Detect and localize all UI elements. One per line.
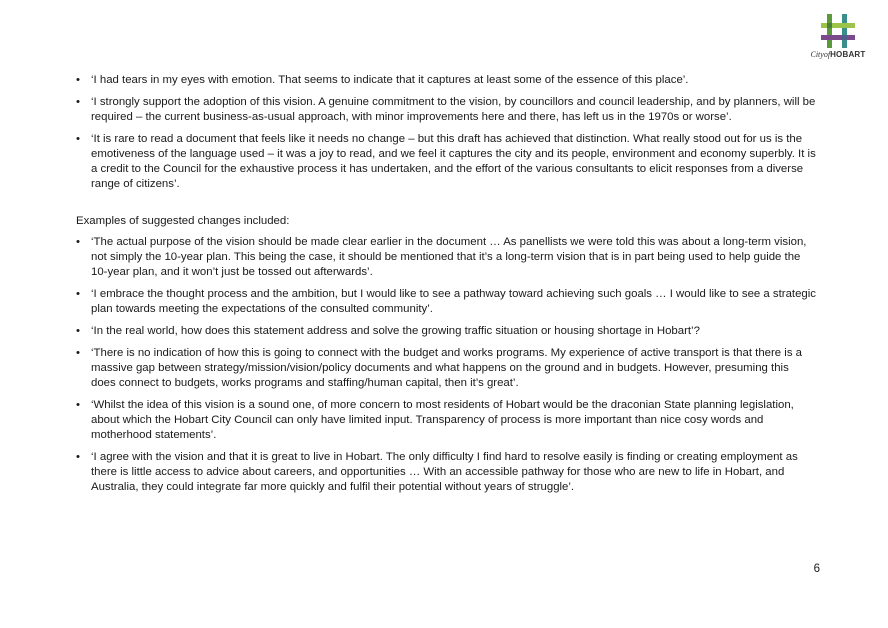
bullet-icon: • [76, 96, 80, 108]
quotes-list-changes [76, 235, 816, 495]
quote-text: ‘I had tears in my eyes with emotion. That seems to indicate that it captures at least some of the essence of this place’. [91, 74, 689, 86]
city-of-hobart-logo [803, 14, 873, 64]
bullet-icon: • [76, 133, 80, 145]
logo-wordmark: CityofHOBART [810, 50, 866, 59]
quote-text: ‘It is rare to read a document that feels like it needs no change – but this draft has achieved that distinction. What really stood out for us is the emotiveness of the language used – it was a joy to read, and we feel it captures the city and its people, environment and economy superbly. It is a credit to the Council for the exhaustive process it has undertaken, and the effort of the various consultants to elicit responses from a diverse range of citizens’. [91, 133, 816, 190]
quote-text: ‘I embrace the thought process and the ambition, but I would like to see a pathway toward achieving such goals … I would like to see a strategic plan towards meeting the expectations of the consulted community’. [91, 288, 816, 315]
quote-text: ‘There is no indication of how this is going to connect with the budget and works programs. My experience of active transport is that there is a massive gap between strategy/mission/vision/policy documents and what happens on the ground and in budgets. However, presuming this does connect to budgets, works programs and staffing/human capital, then it’s great’. [91, 347, 803, 389]
list-item [76, 346, 816, 391]
list-item [76, 235, 816, 280]
quote-text: ‘Whilst the idea of this vision is a sound one, of more concern to most residents of Hobart would be the draconian State planning legislation, about which the Hobart City Council can only have limited input. Transparency of process is more important than nice cosy words and motherhood statements’. [91, 399, 794, 441]
quote-text: ‘In the real world, how does this statement address and solve the growing traffic situation or housing shortage in Hobart’? [91, 325, 700, 337]
bullet-icon: • [76, 347, 80, 359]
quote-text: ‘The actual purpose of the vision should be made clear earlier in the document … As panellists we were told this was about a long-term vision, not simply the 10-year plan. This being the case, it should be mentioned that it’s a long-term vision that is in part being used to help guide the 10-year plan, and it won’t just be tossed out afterwards’. [91, 236, 807, 278]
list-item [76, 398, 816, 443]
section-intro: Examples of suggested changes included: [76, 215, 290, 227]
quote-text: ‘I strongly support the adoption of this vision. A genuine commitment to the vision, by councillors and council leadership, and by planners, will be required – the current business-as-usual approach, with minor improvements here and there, has left us in the 1970s or worse’. [91, 96, 816, 123]
list-item [76, 95, 816, 125]
bullet-icon: • [76, 288, 80, 300]
list-item [76, 450, 816, 495]
quotes-list-support [76, 73, 816, 192]
hobart-logo-mark-icon [821, 14, 855, 48]
list-item [76, 287, 816, 317]
bullet-icon: • [76, 74, 80, 86]
quote-text: ‘I agree with the vision and that it is great to live in Hobart. The only difficulty I find hard to resolve easily is finding or creating employment as there is little access to advice about careers, and opportunities … With an accessible pathway for those who are new to life in Hobart, and Australia, they could integrate far more quickly and fulfil their potential without years of struggle’. [91, 451, 798, 493]
bullet-icon: • [76, 325, 80, 337]
list-item [76, 324, 816, 339]
list-item [76, 132, 816, 192]
document-body [76, 73, 816, 502]
bullet-icon: • [76, 451, 80, 463]
bullet-icon: • [76, 399, 80, 411]
list-item [76, 73, 816, 88]
page-number: 6 [813, 563, 820, 575]
bullet-icon: • [76, 236, 80, 248]
